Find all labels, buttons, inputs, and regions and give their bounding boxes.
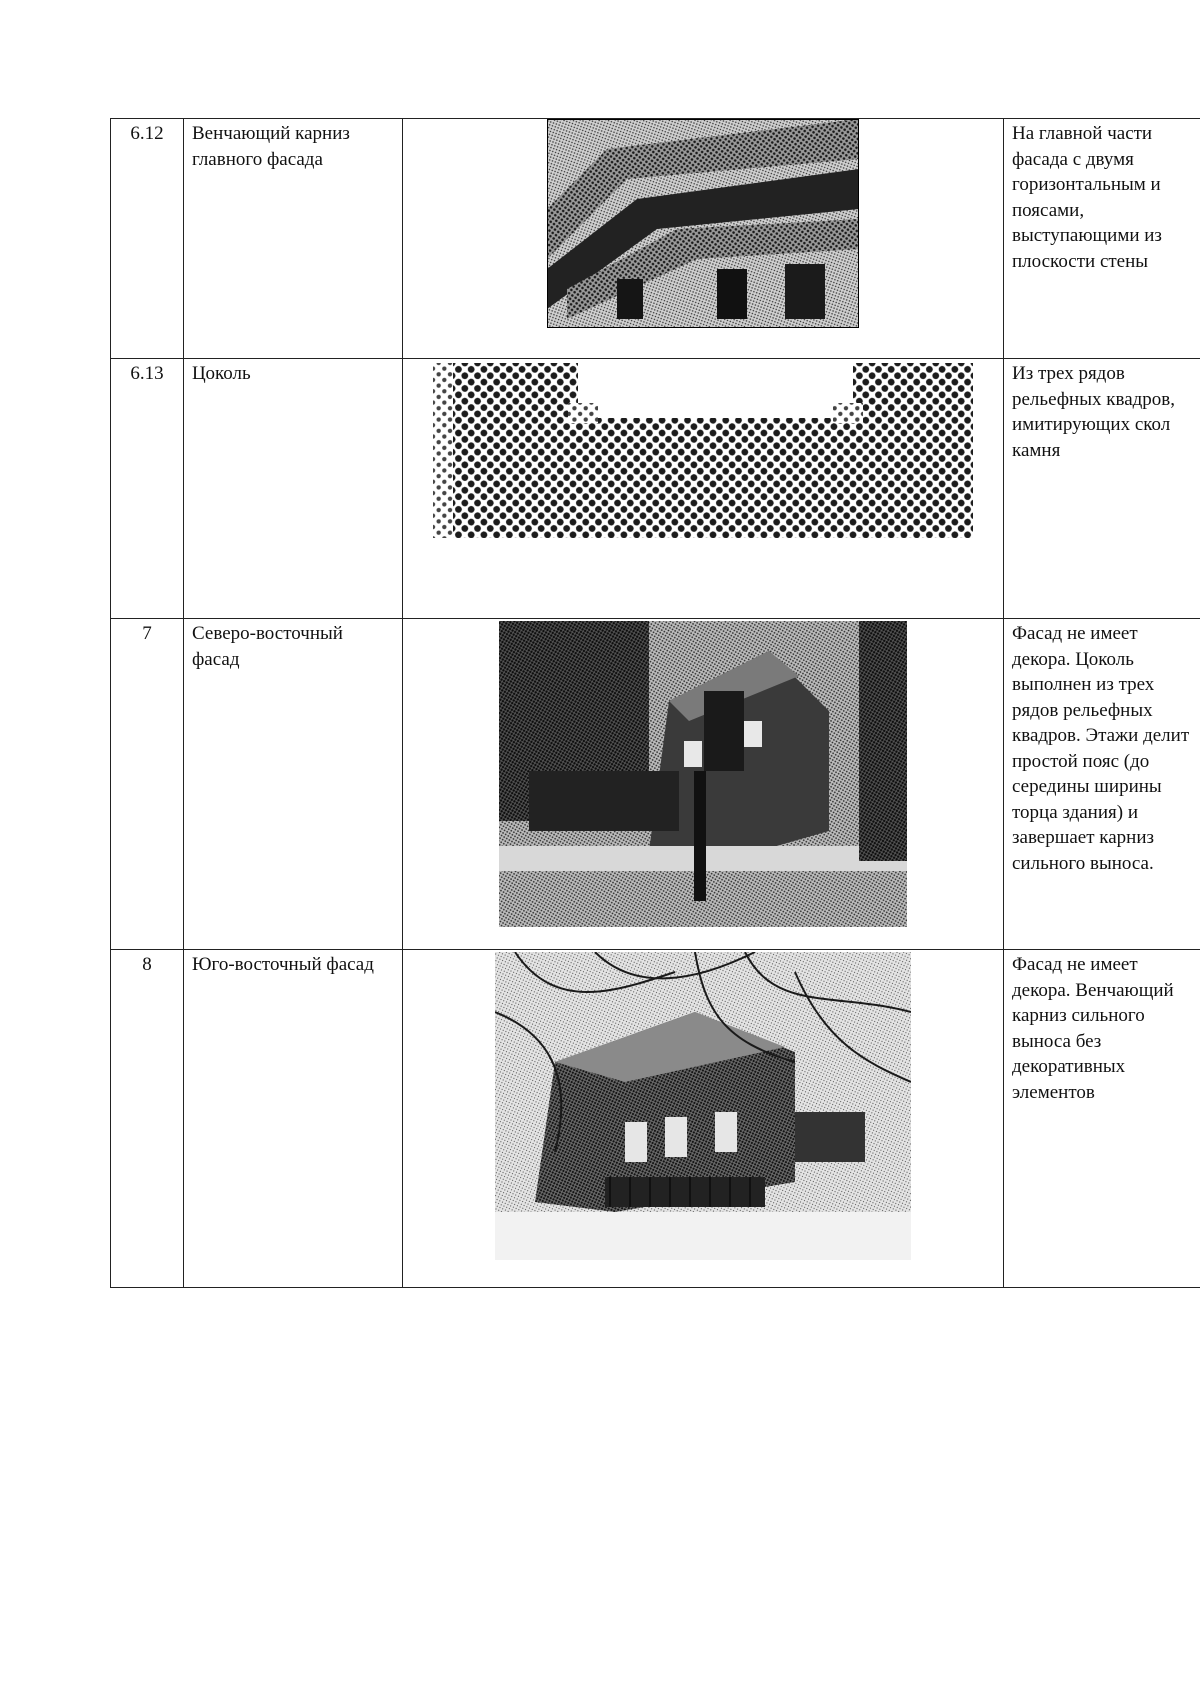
table-row: [111, 359, 1200, 619]
element-name: Северо-восточный фасад: [184, 619, 403, 950]
row-number: 8: [111, 950, 184, 1288]
row-number: 7: [111, 619, 184, 950]
southeast-facade-photo: [495, 952, 911, 1260]
photo-cell: [403, 950, 1004, 1288]
row-number: 6.13: [111, 359, 184, 619]
photo-cell: [403, 119, 1004, 359]
photo-cell: [403, 359, 1004, 619]
element-name: Венчающий карниз главного фасада: [184, 119, 403, 359]
northeast-facade-photo: [499, 621, 907, 927]
cornice-photo: [547, 119, 859, 328]
table-row: [111, 950, 1200, 1288]
table-row: [111, 119, 1200, 359]
element-description: Фасад не имеет декора. Венчающий карниз сильного выноса без декоративных элементов: [1004, 950, 1200, 1288]
plinth-photo: [433, 363, 973, 538]
row-number: 6.12: [111, 119, 184, 359]
photo-cell: [403, 619, 1004, 950]
element-description: Из трех рядов рельефных квадров, имитирующих скол камня: [1004, 359, 1200, 619]
element-description: Фасад не имеет декора. Цоколь выполнен из трех рядов рельефных квадров. Этажи делит простой пояс (до середины ширины торца здания) и завершает карниз сильного выноса.: [1004, 619, 1200, 950]
element-description: На главной части фасада с двумя горизонтальным и поясами, выступающими из плоскости стены: [1004, 119, 1200, 359]
element-name: Юго-восточный фасад: [184, 950, 403, 1288]
element-name: Цоколь: [184, 359, 403, 619]
facade-elements-table: [110, 118, 1200, 1288]
table-row: [111, 619, 1200, 950]
